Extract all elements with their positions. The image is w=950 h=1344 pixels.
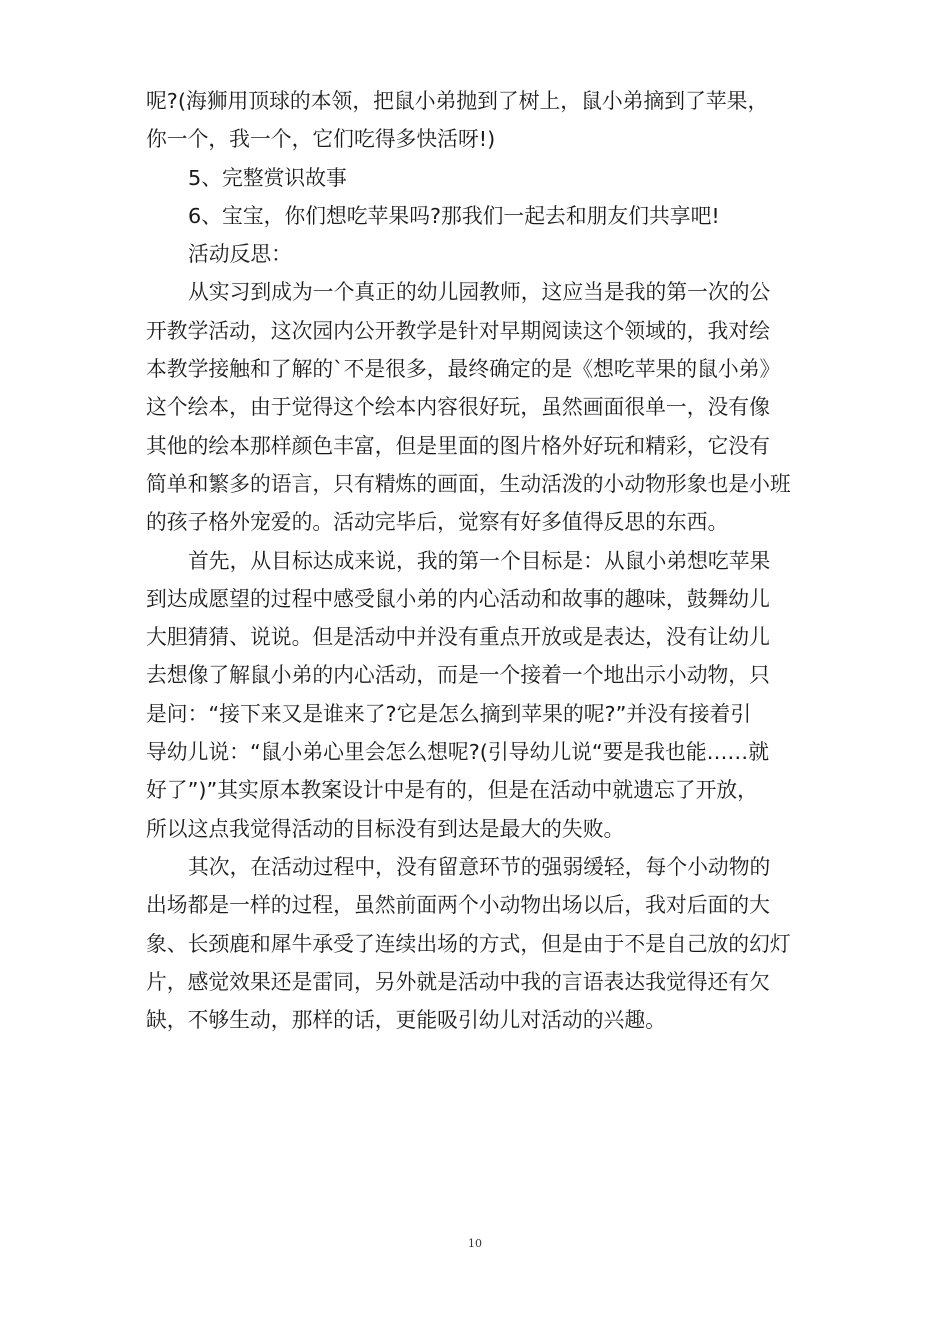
text-line: 首先，从目标达成来说，我的第一个目标是：从鼠小弟想吃苹果 xyxy=(188,548,771,573)
paragraph-step-5 xyxy=(146,159,818,197)
text-line: 本教学接触和了解的`不是很多，最终确定的是《想吃苹果的鼠小弟》 xyxy=(146,357,781,382)
text-line: 缺，不够生动，那样的话，更能吸引幼儿对活动的兴趣。 xyxy=(146,1008,666,1033)
text-line: 片，感觉效果还是雷同，另外就是活动中我的言语表达我觉得还有欠 xyxy=(146,969,770,994)
text-line: 出场都是一样的过程，虽然前面两个小动物出场以后，我对后面的大 xyxy=(146,893,770,918)
text-line: 这个绘本，由于觉得这个绘本内容很好玩，虽然画面很单一，没有像 xyxy=(146,395,770,420)
text-line: 活动反思： xyxy=(188,242,292,267)
paragraph-reflection-intro xyxy=(146,273,818,541)
text-line: 从实习到成为一个真正的幼儿园教师，这应当是我的第一次的公 xyxy=(188,280,771,305)
text-line: 简单和繁多的语言，只有精炼的画面，生动活泼的小动物形象也是小班 xyxy=(146,471,791,496)
text-line: 象、长颈鹿和犀牛承受了连续出场的方式，但是由于不是自己放的幻灯 xyxy=(146,931,791,956)
page-number: 10 xyxy=(468,1237,482,1250)
text-line: 是问：“接下来又是谁来了?它是怎么摘到苹果的呢?”并没有接着引 xyxy=(146,701,752,726)
text-line: 你一个，我一个，它们吃得多快活呀!) xyxy=(146,127,496,152)
text-line: 6、宝宝，你们想吃苹果吗?那我们一起去和朋友们共享吧! xyxy=(188,203,720,228)
text-line: 好了”)”其实原本教案设计中是有的，但是在活动中就遗忘了开放， xyxy=(146,778,758,803)
paragraph-reflection-process xyxy=(146,848,818,1039)
paragraph-story-continuation xyxy=(146,82,818,159)
text-line: 开教学活动，这次园内公开教学是针对早期阅读这个领域的，我对绘 xyxy=(146,318,770,343)
text-line: 所以这点我觉得活动的目标没有到达是最大的失败。 xyxy=(146,816,625,841)
text-line: 导幼儿说：“鼠小弟心里会怎么想呢?(引导幼儿说“要是我也能……就 xyxy=(146,740,770,765)
text-line: 去想像了解鼠小弟的内心活动，而是一个接着一个地出示小动物，只 xyxy=(146,663,770,688)
text-line: 呢?(海狮用顶球的本领，把鼠小弟抛到了树上，鼠小弟摘到了苹果， xyxy=(146,89,769,113)
paragraph-step-6 xyxy=(146,197,818,235)
paragraph-reflection-goals xyxy=(146,542,818,848)
text-line: 其次，在活动过程中，没有留意环节的强弱缓轻，每个小动物的 xyxy=(188,854,771,879)
text-line: 到达成愿望的过程中感受鼠小弟的内心活动和故事的趣味，鼓舞幼儿 xyxy=(146,586,770,611)
text-line: 其他的绘本那样颜色丰富，但是里面的图片格外好玩和精彩，它没有 xyxy=(146,433,770,458)
section-heading-reflection xyxy=(146,235,818,273)
text-line: 大胆猜猜、说说。但是活动中并没有重点开放或是表达，没有让幼儿 xyxy=(146,625,770,650)
document-body xyxy=(146,82,818,1039)
text-line: 5、完整赏识故事 xyxy=(188,165,347,190)
text-line: 的孩子格外宠爱的。活动完毕后，觉察有好多值得反思的东西。 xyxy=(146,510,729,535)
